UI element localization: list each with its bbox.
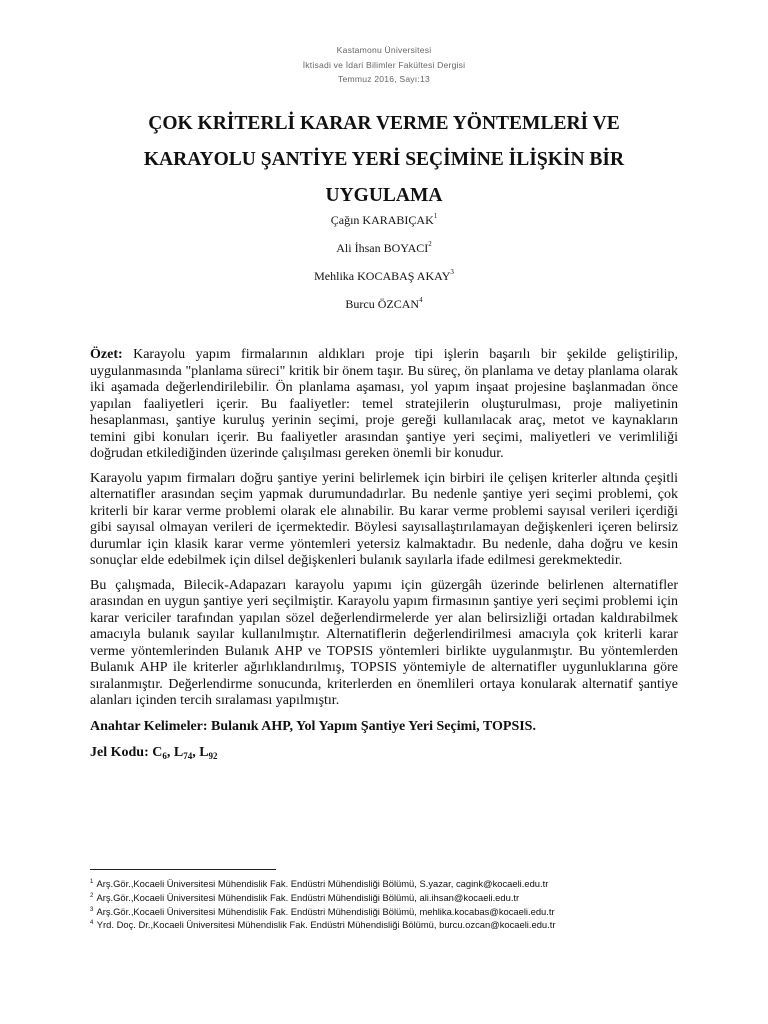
footnote-text: Arş.Gör.,Kocaeli Üniversitesi Mühendislik Fak. Endüstri Mühendisliği Bölümü, mehlika.kocabas@kocaeli.edu.tr: [96, 905, 555, 917]
journal-faculty: İktisadi ve İdari Bilimler Fakültesi Dergisi: [302, 59, 466, 70]
author-3: [0, 268, 768, 296]
author-2: [0, 240, 768, 268]
abstract: [90, 347, 678, 762]
abstract-paragraph-1: [90, 347, 678, 463]
journal-header: [0, 43, 768, 87]
author-name: Ali İhsan BOYACI: [336, 241, 429, 255]
keywords: Anahtar Kelimeler: Bulanık AHP, Yol Yapım Şantiye Yeri Seçimi, TOPSIS.: [90, 718, 536, 734]
author-name: Mehlika KOCABAŞ AKAY: [314, 269, 451, 283]
abstract-paragraph-2: Karayolu yapım firmaları doğru şantiye yerini belirlemek için birbiri ile çelişen kriterler altında çeşitli alternatifler arasından seçim yapmak durumundadırlar. Bu nedenle şantiye yeri seçimi problemi, çok kriterli bir karar verme problemi olarak ele alınabilir. Bu karar verme problemi sayısal verileri içerdiği gibi sayısal olmayan verileri de içermektedir. Böylesi sayısallaştırılamayan değişkenleri içeren belirsiz durumlar için klasik karar verme yöntemleri yetersiz kalmaktadır. Bu nedenle, daha doğru ve kesin sonuçlar elde edebilmek için dilsel değişkenleri bulanık sayılarla ifade edilmesi gerekmektedir.: [90, 470, 678, 568]
footnote-text: Arş.Gör.,Kocaeli Üniversitesi Mühendislik Fak. Endüstri Mühendisliği Bölümü, ali.ihsan@kocaeli.edu.tr: [96, 891, 520, 903]
author-footnote-mark[interactable]: 3: [450, 268, 454, 276]
footnote-3: [90, 905, 690, 919]
footnote-4: [90, 918, 690, 932]
footnote-mark: 3: [90, 906, 94, 913]
paper-title: [90, 106, 678, 214]
title-line-3: UYGULAMA: [325, 185, 443, 206]
author-1: [0, 212, 768, 240]
title-line-2: KARAYOLU ŞANTİYE YERİ SEÇİMİNE İLİŞKİN BİR: [143, 149, 625, 170]
jel-code: $C_6$,: [152, 744, 171, 761]
journal-issue: Temmuz 2016, Sayı:13: [338, 74, 430, 84]
author-list: [0, 212, 768, 324]
author-footnote-mark[interactable]: 4: [419, 296, 423, 304]
footnote-text: Arş.Gör.,Kocaeli Üniversitesi Mühendislik Fak. Endüstri Mühendisliği Bölümü, S.yazar, cagink@kocaeli.edu.tr: [96, 878, 549, 889]
author-name: Burcu ÖZCAN: [345, 297, 420, 311]
jel-code: $L_{74}$,: [173, 744, 196, 761]
footnote-mark: 4: [90, 920, 94, 927]
abstract-label: Özet:: [90, 347, 123, 362]
abstract-text: Karayolu yapım firmalarının aldıkları proje tipi işlerin başarılı bir şekilde geliştirilip, uygulanmasında "planlama süreci" kritik bir önem taşır. Bu süreç, ön planlama ve detay planlama olarak iki aşamada değerlendirilebilir. Ön planlama aşaması, yol yapım inşaat projesine başlanmadan önce yapılan faaliyetleri içerir. Bu faaliyetler: temel stratejilerin oluşturulması, proje maliyetinin hesaplanması, şantiye kuruluş yerinin seçimi, proje gereği kullanılacak araç, metot ve kaynakların temini gibi konuları içerir. Bu faaliyetler arasından şantiye yeri seçimi, maliyetleri ve verimliliği doğrudan etkilediğinden üzerinde çalışılması gereken önemli bir konudur.: [90, 347, 678, 461]
jel-label: Jel Kodu:: [90, 744, 149, 760]
footnote-1: [90, 877, 690, 891]
footnote-mark: 1: [90, 879, 94, 885]
author-footnote-mark[interactable]: 1: [433, 212, 438, 220]
footnote-text: Yrd. Doç. Dr.,Kocaeli Üniversitesi Mühendislik Fak. Endüstri Mühendisliği Bölümü, burcu.ozcan@kocaeli.edu.tr: [96, 919, 556, 931]
abstract-paragraph-3: Bu çalışmada, Bilecik-Adapazarı karayolu yapımı için güzergâh üzerinde belirlenen alternatifler arasından en uygun şantiye yeri seçilmiştir. Karayolu yapım firmasının şantiye yeri seçimi problemi için karar vericiler tarafından yapılan sözel değerlendirmelerde yer alan belirsizliği ortadan kaldırabilmek amacıyla bulanık sayılar kullanılmıştır. Alternatiflerin değerlendirilmesi amacıyla çok kriterli karar verme yöntemlerinden Bulanık AHP ve TOPSIS yöntemleri birlikte uygulanmıştır. Bu yöntemlerden Bulanık AHP ile kriterler ağırlıklandırılmış, TOPSIS yöntemiyle de alternatifler uygunluklarına göre sıralanmıştır. Değerlendirme sonucunda, kriterlerden en önemlileri ortaya konularak alternatif şantiye alanları içinden tercih sıralaması yapılmıştır.: [90, 577, 678, 708]
author-4: [0, 296, 768, 324]
jel-codes: [90, 744, 678, 762]
author-name: Çağın KARABIÇAK: [330, 213, 434, 227]
footnote-mark: 2: [90, 892, 94, 899]
author-footnote-mark[interactable]: 2: [428, 240, 432, 248]
footnotes: [90, 877, 690, 932]
footnote-divider: [90, 869, 276, 870]
jel-code: $L_{92}$: [199, 744, 218, 761]
title-line-1: ÇOK KRİTERLİ KARAR VERME YÖNTEMLERİ VE: [148, 113, 620, 134]
footnote-2: [90, 891, 690, 905]
journal-university: Kastamonu Üniversitesi: [336, 45, 432, 55]
